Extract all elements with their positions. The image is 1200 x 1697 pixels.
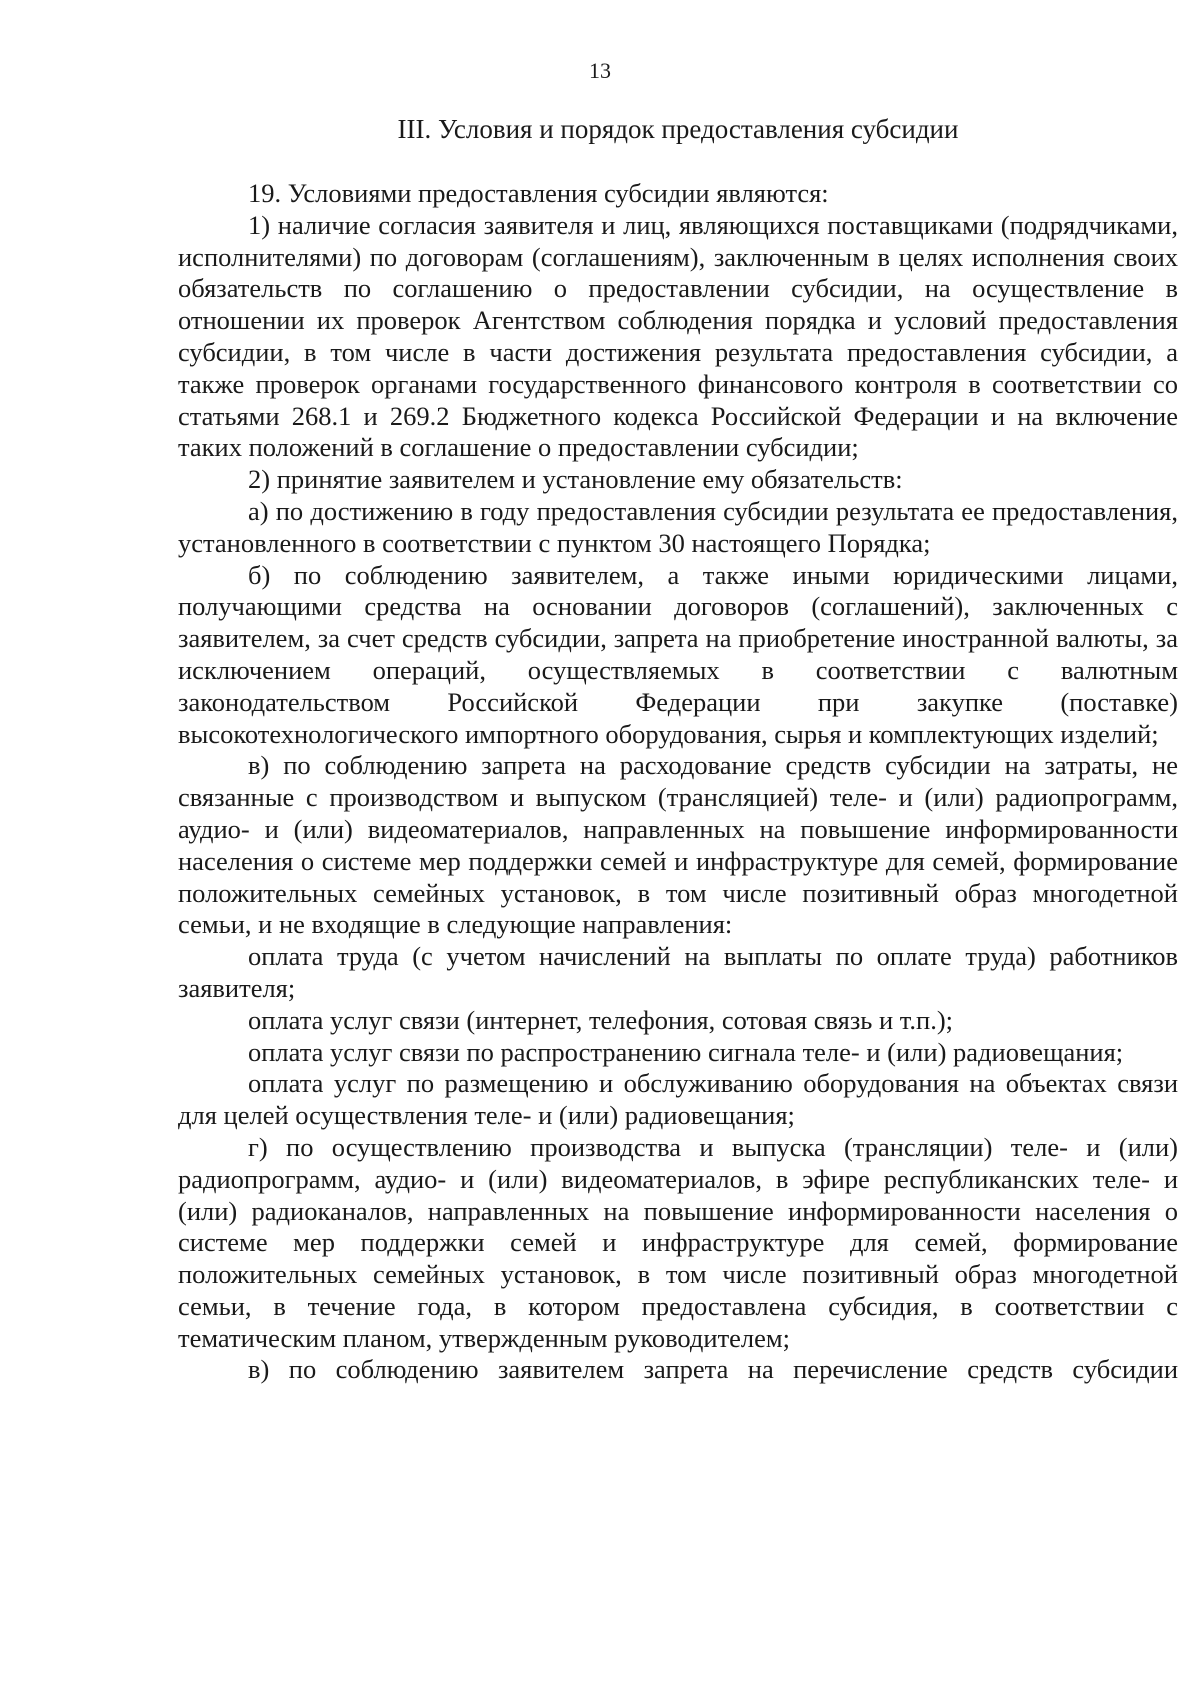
paragraph-condition-1: 1) наличие согласия заявителя и лиц, являющихся поставщиками (подрядчиками, исполнителями) по договорам (соглашениям), заключенным в целях исполнения своих обязательств по соглашению о предоставлении субсидии, на осуществление в отношении их проверок Агентством соблюдения порядка и условий предоставления субсидии, в том числе в части достижения результата предоставления субсидии, а также проверок органами государственного финансового контроля в соответствии со статьями 268.1 и 269.2 Бюджетного кодекса Российской Федерации и на включение таких положений в соглашение о предоставлении субсидии; [178, 209, 1178, 463]
paragraph-19: 19. Условиями предоставления субсидии являются: [248, 178, 829, 208]
paragraph-item-a: а) по достижению в году предоставления субсидии результата ее предоставления, установленного в соответствии с пунктом 30 настоящего Порядка; [178, 495, 1178, 558]
paragraph-item-b: б) по соблюдению заявителем, а также иными юридическими лицами, получающими средства на основании договоров (соглашений), заключенных с заявителем, за счет средств субсидии, запрета на приобретение иностранной валюты, за исключением операций, осуществляемых в соответствии с валютным законодательством Российской Федерации при закупке (поставке) высокотехнологического импортного оборудования, сырья и комплектующих изделий; [178, 559, 1178, 749]
section-title: III. Условия и порядок предоставления субсидии [397, 114, 959, 144]
paragraph-item-v-second: в) по соблюдению заявителем запрета на перечисление средств субсидии [248, 1354, 1178, 1385]
paragraph-direction-labor: оплата труда (с учетом начислений на выплаты по оплате труда) работников заявителя; [178, 941, 1178, 1003]
paragraph-direction-communication: оплата услуг связи (интернет, телефония, сотовая связь и т.п.); [248, 1004, 954, 1035]
paragraph-condition-2: 2) принятие заявителем и установление ему обязательств: [248, 464, 903, 495]
page-number: 13 [589, 58, 611, 83]
paragraph-item-v: в) по соблюдению запрета на расходование средств субсидии на затраты, не связанные с производством и выпуском (трансляцией) теле- и (или) радиопрограмм, аудио- и (или) видеоматериалов, направленных на повышение информированности населения о системе мер поддержки семей и инфраструктуре для семей, формирование положительных семейных установок, в том числе позитивный образ многодетной семьи, и не входящие в следующие направления: [178, 750, 1178, 940]
body-text [178, 178, 1178, 1386]
paragraph-direction-signal: оплата услуг связи по распространению сигнала теле- и (или) радиовещания; [248, 1036, 1124, 1067]
paragraph-direction-equipment: оплата услуг по размещению и обслуживанию оборудования на объектах связи для целей осуществления теле- и (или) радиовещания; [178, 1068, 1178, 1131]
paragraph-item-g: г) по осуществлению производства и выпуска (трансляции) теле- и (или) радиопрограмм, аудио- и (или) видеоматериалов, в эфире республиканских теле- и (или) радиоканалов, направленных на повышение информированности населения о системе мер поддержки семей и инфраструктуре для семей, формирование положительных семейных установок, в том числе позитивный образ многодетной семьи, в течение года, в котором предоставлена субсидия, в соответствии с тематическим планом, утвержденным руководителем; [178, 1131, 1178, 1353]
